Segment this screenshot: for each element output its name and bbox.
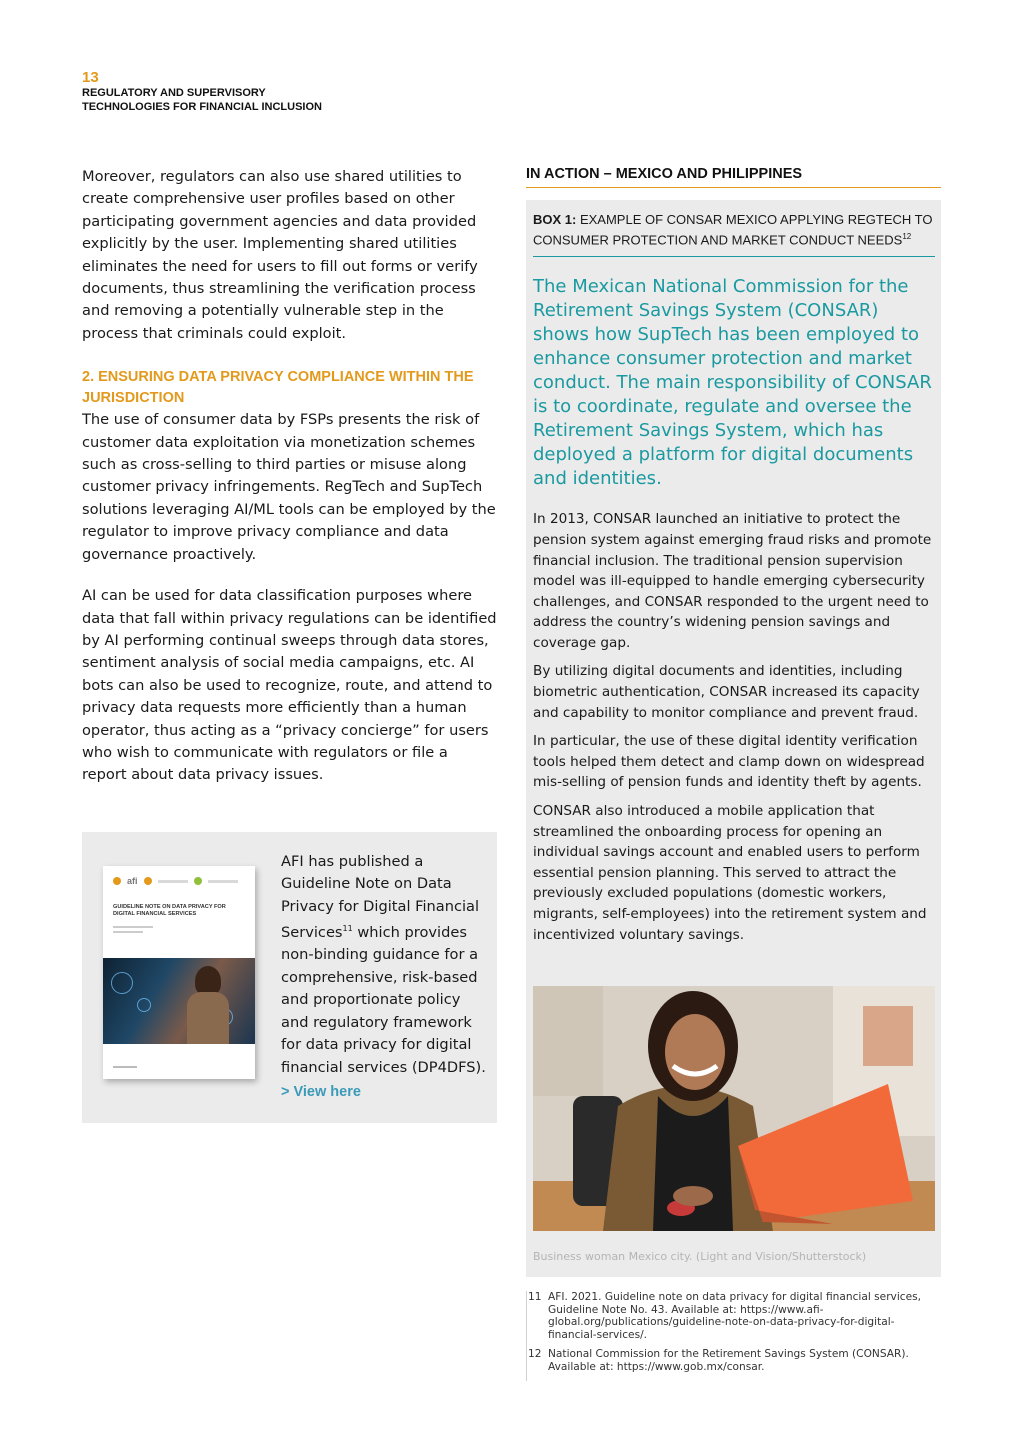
photo-illustration <box>533 986 935 1231</box>
case-study-box <box>526 200 941 1277</box>
footnote-number: 12 <box>528 1348 542 1361</box>
cover-title: GUIDELINE NOTE ON DATA PRIVACY FOR DIGITAL FINANCIAL SERVICES <box>113 904 226 917</box>
box-paragraph-1: In 2013, CONSAR launched an initiative to protect the pension system against emerging fraud risks and promote financial inclusion. The traditional pension supervision model was ill-equipped to handle emerging cybersecurity challenges, and CONSAR responded to the urgent need to address the country’s widening pension savings and coverage gap. <box>533 511 932 651</box>
header-title-line2: TECHNOLOGIES FOR FINANCIAL INCLUSION <box>82 101 322 113</box>
guideline-note-box <box>82 832 497 1123</box>
in-action-heading: IN ACTION – MEXICO AND PHILIPPINES <box>526 164 941 188</box>
partner-logo-icon <box>144 877 152 885</box>
afi-logo: afi <box>113 876 238 886</box>
right-column <box>526 164 941 188</box>
privacy-paragraph-2: AI can be used for data classification purposes where data that fall within privacy regulations can be identified by AI performing continual sweeps through data stores, sentiment analysis of social media campaigns, etc. AI bots can also be used to recognize, route, and attend to privacy data requests more efficiently than a human operator, thus acting as a “privacy concierge” for users who wish to communicate with regulators or file a report about data privacy issues. <box>82 587 497 784</box>
footnote-ref-12[interactable]: 12 <box>902 231 912 241</box>
privacy-paragraph-1: The use of consumer data by FSPs presents the risk of customer data exploitation via monetization schemes such as cross-selling to third parties or misuse along customer privacy infringements. RegTech and SupTech solutions leveraging AI/ML tools can be employed by the regulator to improve privacy compliance and data governance proactively. <box>82 411 496 563</box>
footnote-12 <box>528 1348 941 1373</box>
box-label: BOX 1: EXAMPLE OF CONSAR MEXICO APPLYING REGTECH TO CONSUMER PROTECTION AND MARKET CONDUCT NEEDS$^{12}$ <box>533 212 935 257</box>
footnote-text[interactable]: AFI. 2021. Guideline note on data privacy for digital financial services, Guideline Note No. 43. Available at: https://www.afi-global.org/publications/guideline-note-on-data-privacy-for-digital-financial-services/. <box>548 1291 921 1341</box>
footnotes <box>526 1291 941 1381</box>
box-paragraph-4: CONSAR also introduced a mobile application that streamlined the onboarding process for opening an individual savings account and enabled users to perform essential pension planning. This served to attract the previously excluded populations (domestic workers, migrants, self-employees) into the retirement system and incentivized voluntary savings. <box>533 803 927 943</box>
view-here-link[interactable]: > View here <box>281 1084 361 1100</box>
partner-logo-icon-2 <box>194 877 202 885</box>
intro-paragraph: Moreover, regulators can also use shared utilities to create comprehensive user profiles based on other participating government agencies and data provided explicitly by the user. Implementing shared utilities eliminates the need for users to fill out forms or verify documents, thus streamlining the verification process and removing a potentially vulnerable step in the process that criminals could exploit. <box>82 168 478 342</box>
left-column <box>82 166 497 787</box>
footnote-text[interactable]: National Commission for the Retirement Savings System (CONSAR). Available at: https://www.gob.mx/consar. <box>548 1348 909 1373</box>
box-paragraph-2: By utilizing digital documents and identities, including biometric authentication, CONSAR increased its capacity and capability to monitor compliance and prevent fraud. <box>533 663 920 721</box>
cover-photo <box>103 958 255 1044</box>
page-number: 13 <box>82 69 99 86</box>
footnote-11 <box>528 1291 941 1341</box>
footnote-number: 11 <box>528 1291 542 1303</box>
businesswoman-photo <box>533 986 935 1231</box>
section-heading: 2. ENSURING DATA PRIVACY COMPLIANCE WITHIN THE JURISDICTION <box>82 369 474 407</box>
photo-caption: Business woman Mexico city. (Light and Vision/Shutterstock) <box>533 1250 867 1263</box>
guideline-description: AFI has published a Guideline Note on Data Privacy for Digital Financial Services$^{11}$ which provides non-binding guidance for a comprehensive, risk-based and proportionate policy and regulatory framework for data privacy for digital financial services (DP4DFS). <box>281 853 486 1076</box>
page-header <box>82 70 322 114</box>
guideline-cover-thumbnail[interactable] <box>103 866 255 1079</box>
afi-logo-icon <box>113 877 121 885</box>
footnote-ref-11[interactable]: 11 <box>342 924 353 934</box>
box-paragraph-3: In particular, the use of these digital identity verification tools helped them detect and clamp down on widespread mis-selling of pension funds and identity theft by agents. <box>533 733 925 791</box>
header-title-line1: REGULATORY AND SUPERVISORY <box>82 87 266 99</box>
lead-paragraph: The Mexican National Commission for the Retirement Savings System (CONSAR) shows how SupTech has been employed to enhance consumer protection and market conduct. The main responsibility of CONSAR is to coordinate, regulate and oversee the Retirement Savings System, which has deployed a platform for digital documents and identities. <box>533 276 932 490</box>
